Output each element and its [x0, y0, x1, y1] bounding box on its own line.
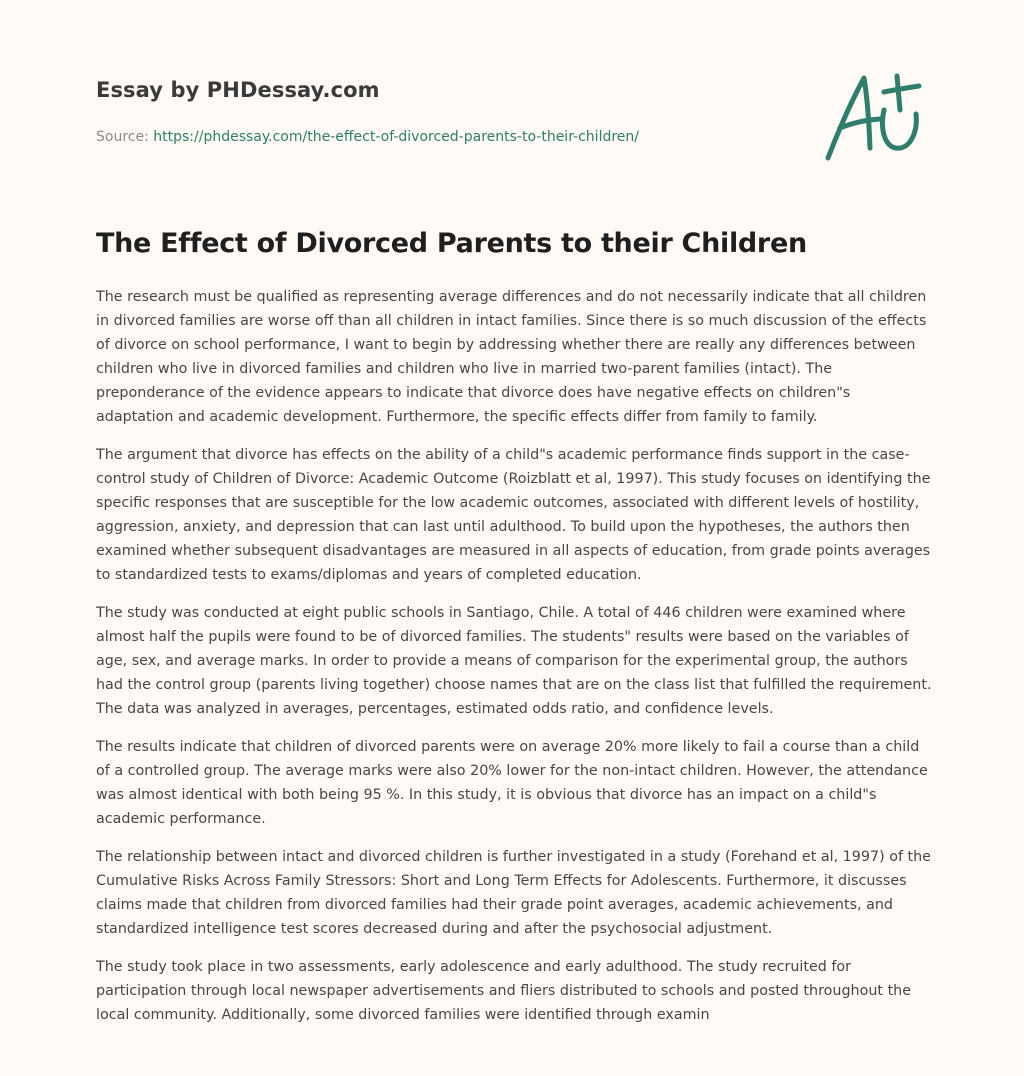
source-label: Source: — [96, 129, 154, 145]
essay-title: The Effect of Divorced Parents to their Children — [96, 228, 807, 259]
essay-paragraph-4: The results indicate that children of divorced parents were on average 20% more likely to fail a course than a child of a controlled group. The average marks were also 20% lower for the non-intact children. However, the attendance was almost identical with both being 95 %. In this study, it is obvious that divorce has an impact on a child"s academic performance. — [96, 739, 928, 827]
essay-paragraph-5: The relationship between intact and divorced children is further investigated in a study (Forehand et al, 1997) of the Cumulative Risks Across Family Stressors: Short and Long Term Effects for Adolescents. Furthermore, it discusses claims made that children from divorced families had their grade point averages, academic achievements, and standardized intelligence test scores decreased during and after the psychosocial adjustment. — [96, 849, 931, 937]
essay-paragraph-3: The study was conducted at eight public schools in Santiago, Chile. A total of 446 children were examined where almost half the pupils were found to be of divorced families. The students" results were based on the variables of age, sex, and average marks. In order to provide a means of comparison for the experimental group, the authors had the control group (parents living together) choose names that are on the class list that fulfilled the requirement. The data was analyzed in averages, percentages, estimated odds ratio, and confidence levels. — [96, 605, 932, 717]
source-line — [96, 127, 796, 147]
essay-paragraph-6: The study took place in two assessments, early adolescence and early adulthood. The study recruited for participation through local newspaper advertisements and fliers distributed to schools and posted throughout the local community. Additionally, some divorced families were identified through examin — [96, 959, 912, 1023]
essay-header — [96, 76, 796, 147]
site-brand: Essay by PHDessay.com — [96, 78, 380, 102]
source-link[interactable]: https://phdessay.com/the-effect-of-divorced-parents-to-their-children/ — [153, 129, 639, 145]
essay-paragraph-2: The argument that divorce has effects on the ability of a child"s academic performance finds support in the case-control study of Children of Divorce: Academic Outcome (Roizblatt et al, 1997). This study focuses on identifying the specific responses that are susceptible for the low academic outcomes, associated with different levels of hostility, aggression, anxiety, and depression that can last until adulthood. To build upon the hypotheses, the authors then examined whether subsequent disadvantages are measured in all aspects of education, from grade points averages to standardized tests to exams/diplomas and years of completed education. — [96, 447, 931, 583]
a-plus-grade-logo-icon — [820, 66, 930, 166]
essay-paragraph-1: The research must be qualified as representing average differences and do not necessarily indicate that all children in divorced families are worse off than all children in intact families. Since there is so much discussion of the effects of divorce on school performance, I want to begin by addressing whether there are really any differences between children who live in divorced families and children who live in married two-parent families (intact). The preponderance of the evidence appears to indicate that divorce does have negative effects on children"s adaptation and academic development. Furthermore, the specific effects differ from family to family. — [96, 289, 927, 425]
essay-body — [96, 285, 932, 1065]
